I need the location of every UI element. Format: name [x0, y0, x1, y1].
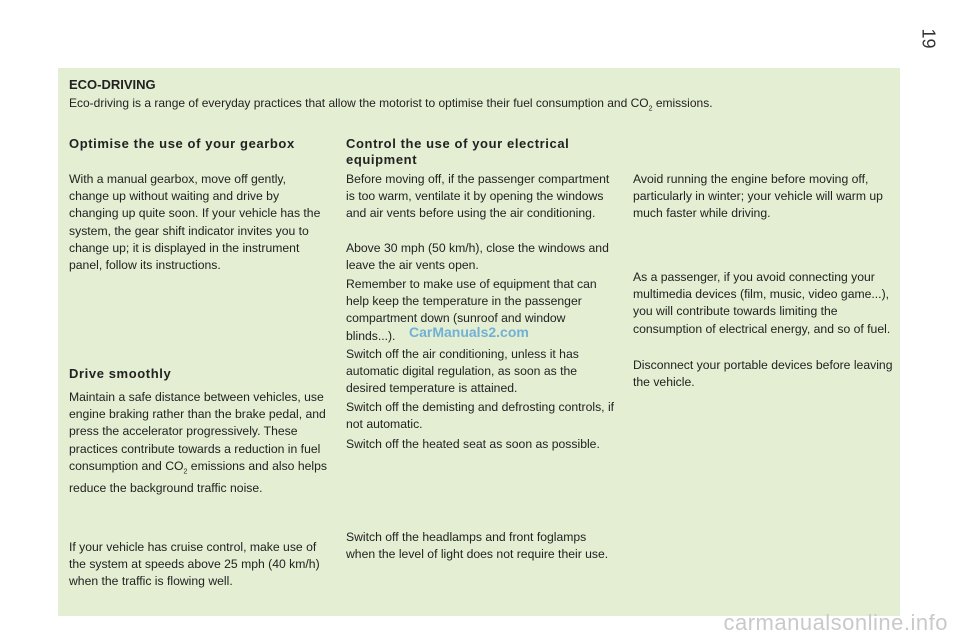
electrical-paragraph-1: Before moving off, if the passenger compartment is too warm, ventilate it by opening the windows and air vents before using the air conditioning.: [346, 172, 610, 221]
electrical-paragraph-4: Switch off the air conditioning, unless it has automatic digital regulation, as soon as the desired temperature is attained.: [346, 347, 579, 396]
gearbox-paragraph: With a manual gearbox, move off gently, change up without waiting and drive by changing up quite soon. If your vehicle has the system, the gear shift indicator invites you to change up; it is displayed in the instrument panel, follow its instructions.: [69, 172, 321, 273]
page-number: 19: [918, 28, 939, 49]
heading-gearbox: Optimise the use of your gearbox: [69, 136, 295, 151]
electrical-paragraph-3: Remember to make use of equipment that can help keep the temperature in the passenger compartment down (sunroof and window blinds...).: [346, 277, 597, 343]
watermark-logo: CarManuals2.com: [409, 324, 529, 340]
intro-text-end: emissions.: [652, 96, 713, 110]
drive-subscript: 2: [183, 468, 188, 476]
cruise-control-paragraph: If your vehicle has cruise control, make use of the system at speeds above 25 mph (40 km/h) when the traffic is flowing well.: [69, 540, 320, 589]
drive-paragraph: [69, 389, 331, 498]
drive-text-end: emissions and also helps reduce the background traffic noise.: [69, 458, 327, 496]
tips-paragraph-2: As a passenger, if you avoid connecting your multimedia devices (film, music, video game...), you will contribute towards limiting the consumption of electrical energy, and so of fuel.: [633, 270, 891, 336]
section-title: ECO-DRIVING: [69, 77, 156, 92]
intro-subscript: 2: [648, 105, 653, 113]
tips-paragraph-3: Disconnect your portable devices before leaving the vehicle.: [633, 358, 893, 390]
intro-text: [69, 96, 889, 116]
electrical-paragraph-5: Switch off the demisting and defrosting controls, if not automatic.: [346, 400, 615, 432]
intro-text-main: Eco-driving is a range of everyday practices that allow the motorist to optimise their fuel consumption and CO: [69, 96, 649, 110]
drive-text-main: Maintain a safe distance between vehicles, use engine braking rather than the brake pedal, and press the accelerator progressively. These practices contribute towards a reduction in fuel consumption and CO: [69, 390, 326, 473]
heading-drive-smoothly: Drive smoothly: [69, 366, 172, 381]
heading-electrical-equipment: Control the use of your electrical equipment: [346, 136, 570, 167]
tips-paragraph-1: Avoid running the engine before moving off, particularly in winter; your vehicle will warm up much faster while driving.: [633, 172, 883, 221]
electrical-paragraph-2: Above 30 mph (50 km/h), close the windows and leave the air vents open.: [346, 241, 609, 273]
electrical-paragraph-6: Switch off the heated seat as soon as possible.: [346, 437, 600, 451]
electrical-paragraph-7: Switch off the headlamps and front foglamps when the level of light does not require their use.: [346, 530, 609, 562]
footer-watermark: carmanualsonline.info: [723, 610, 948, 635]
